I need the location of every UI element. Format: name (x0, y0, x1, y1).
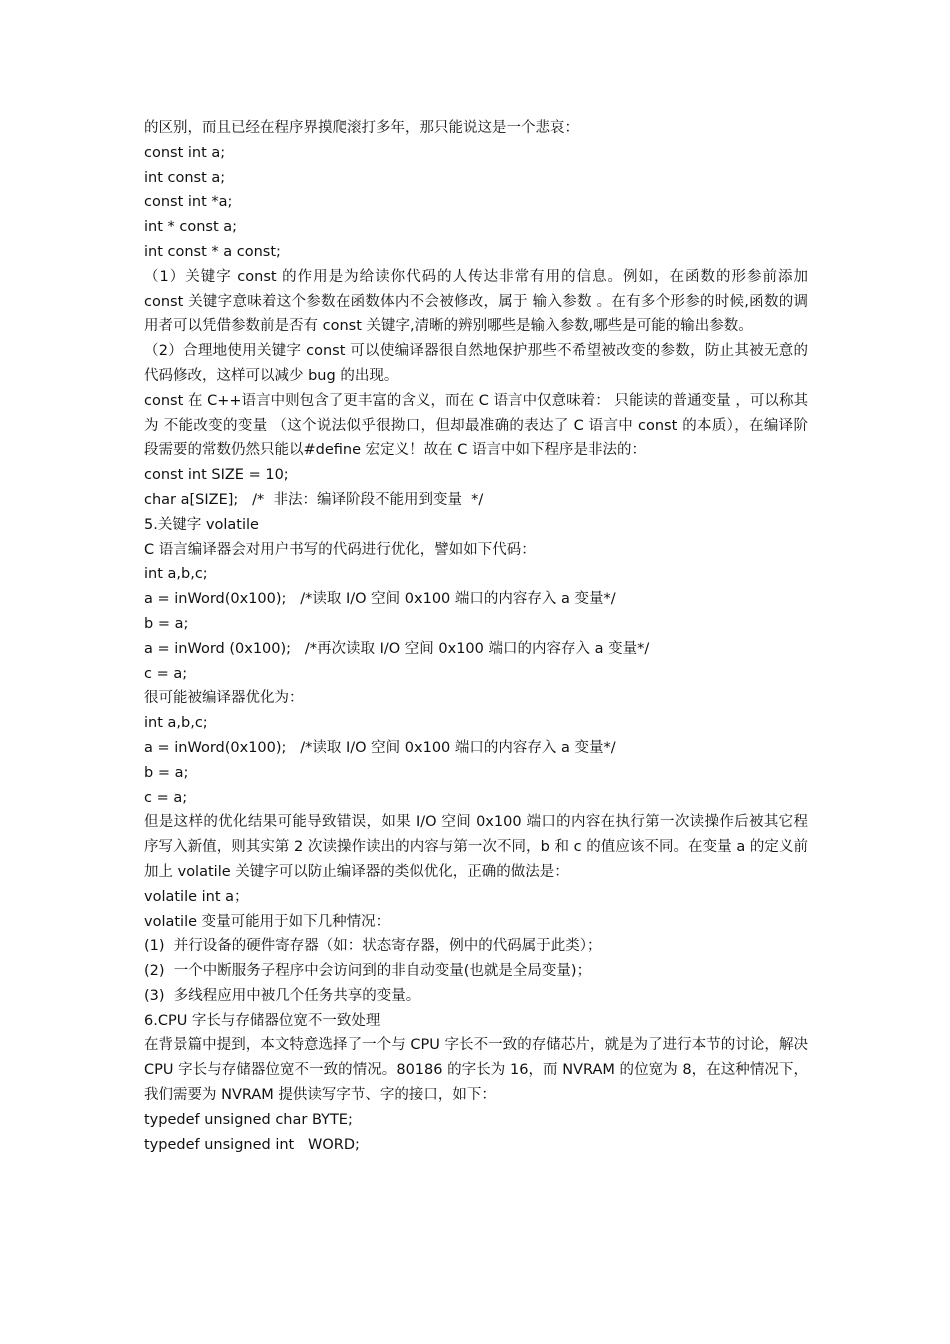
code-line: const int *a; (144, 194, 233, 211)
text-line: C 语言编译器会对用户书写的代码进行优化，譬如如下代码： (144, 541, 536, 558)
paragraph-const-c-meaning: const 在 C++语言中则包含了更丰富的含义，而在 C 语言中仅意味着： 只能读的普通变量 ，可以称其为 不能改变的变量 （这个说法似乎很拗口，但却最准确的表达了 C 语言中 const 的本质），在编译阶段需要的常数仍然只能以#define 宏定义！故在 C 语言中如下程序是非法的： (144, 392, 808, 459)
code-line: int * const a; (144, 219, 238, 236)
code-line: a = inWord(0x100); /*读取 I/O 空间 0x100 端口的内容存入 a 变量*/ (144, 591, 616, 608)
paragraph-const-protect: （2）合理地使用关键字 const 可以使编译器很自然地保护那些不希望被改变的参数，防止其被无意的代码修改，这样可以减少 bug 的出现。 (144, 343, 808, 384)
code-line: int a,b,c; (144, 715, 208, 732)
code-line: char a[SIZE]; /* 非法：编译阶段不能用到变量 */ (144, 491, 484, 508)
text-line: volatile 变量可能用于如下几种情况： (144, 913, 391, 930)
list-item: (2) 一个中断服务子程序中会访问到的非自动变量(也就是全局变量)； (144, 963, 592, 980)
code-line: int const a; (144, 169, 226, 186)
code-line: a = inWord (0x100); /*再次读取 I/O 空间 0x100 端口的内容存入 a 变量*/ (144, 640, 650, 657)
document-page (144, 116, 808, 1157)
code-line: b = a; (144, 615, 189, 632)
text-line: 的区别，而且已经在程序界摸爬滚打多年，那只能说这是一个悲哀： (144, 120, 579, 136)
paragraph-cpu-width: 在背景篇中提到，本文特意选择了一个与 CPU 字长不一致的存储芯片，就是为了进行本节的讨论，解决 CPU 字长与存储器位宽不一致的情况。80186 的字长为 16，而 NVRAM 的位宽为 8，在这种情况下，我们需要为 NVRAM 提供读写字节、字的接口，如下： (144, 1037, 808, 1104)
paragraph-const-purpose: （1）关键字 const 的作用是为给读你代码的人传达非常有用的信息。例如，在函数的形参前添加 const 关键字意味着这个参数在函数体内不会被修改，属于 输入参数 。在有多个形参的时候,函数的调用者可以凭借参数前是否有 const 关键字,清晰的辨别哪些是输入参数,哪些是可能的输出参数。 (144, 268, 808, 335)
text-line: 很可能被编译器优化为： (144, 690, 304, 707)
section-heading: 6.CPU 字长与存储器位宽不一致处理 (144, 1012, 381, 1029)
code-line: b = a; (144, 764, 189, 781)
code-line: c = a; (144, 789, 188, 806)
list-item: (3) 多线程应用中被几个任务共享的变量。 (144, 987, 421, 1004)
code-line: typedef unsigned int WORD; (144, 1136, 360, 1153)
code-line: typedef unsigned char BYTE; (144, 1111, 353, 1128)
code-line: int a,b,c; (144, 566, 208, 583)
list-item: (1) 并行设备的硬件寄存器（如：状态寄存器，例中的代码属于此类）； (144, 938, 602, 955)
code-line: const int SIZE = 10; (144, 467, 289, 484)
code-line: volatile int a； (144, 888, 249, 905)
paragraph-volatile-explain: 但是这样的优化结果可能导致错误，如果 I/O 空间 0x100 端口的内容在执行第一次读操作后被其它程序写入新值，则其实第 2 次读操作读出的内容与第一次不同，b 和 c 的值应该不同。在变量 a 的定义前加上 volatile 关键字可以防止编译器的类似优化，正确的做法是： (144, 814, 808, 880)
code-line: const int a; (144, 144, 226, 161)
code-line: a = inWord(0x100); /*读取 I/O 空间 0x100 端口的内容存入 a 变量*/ (144, 739, 616, 756)
code-line: int const * a const; (144, 243, 281, 260)
section-heading: 5.关键字 volatile (144, 516, 259, 533)
code-line: c = a; (144, 665, 188, 682)
